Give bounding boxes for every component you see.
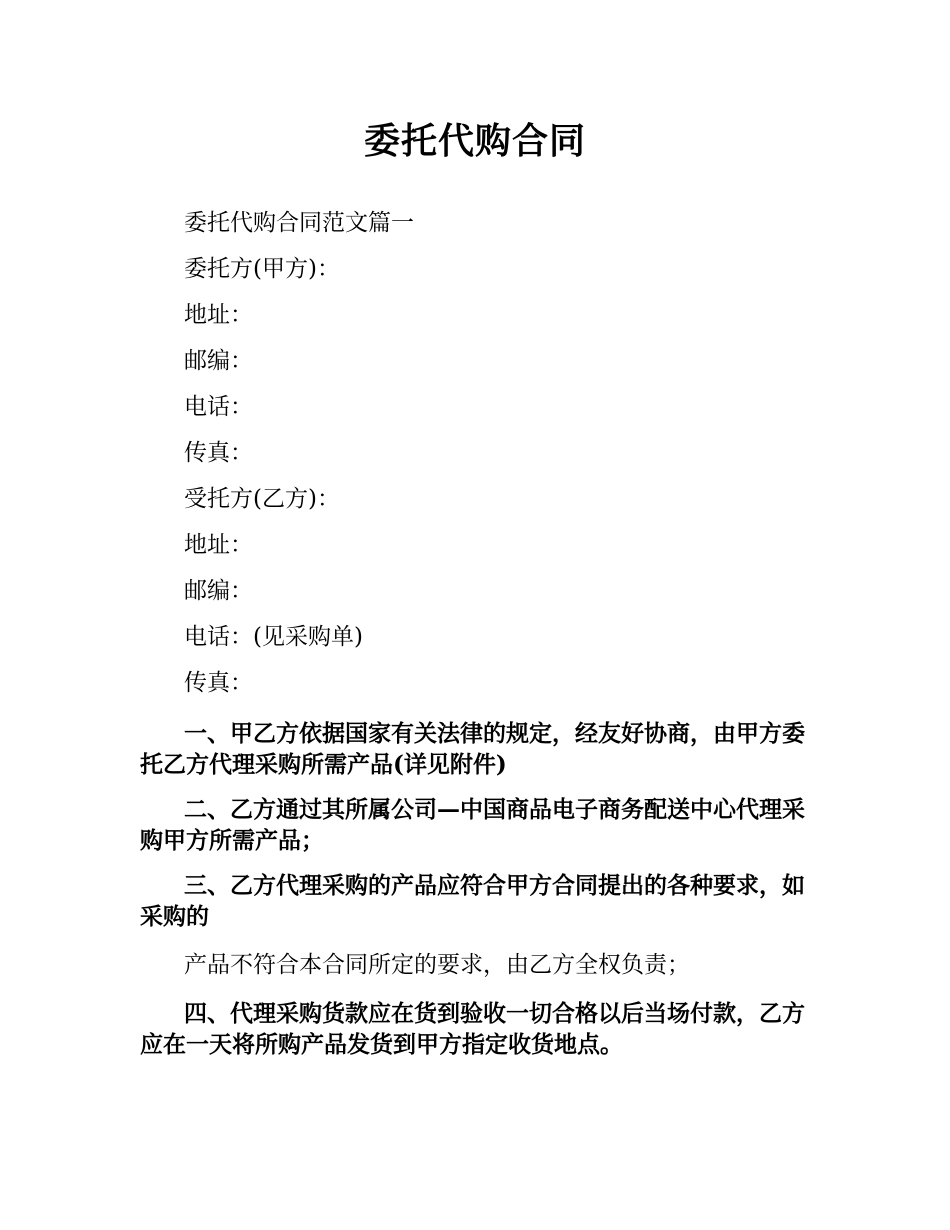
party-a-label: 委托方(甲方)： <box>184 256 340 282</box>
party-b-postcode: 邮编： <box>184 578 253 604</box>
party-a-phone: 电话： <box>184 394 253 420</box>
clause-1: 一、甲乙方依据国家有关法律的规定，经友好协商，由甲方委托乙方代理采购所需产品(详见附件) <box>140 720 805 778</box>
clause-3-continuation: 产品不符合本合同所定的要求，由乙方全权负责； <box>184 952 690 978</box>
document-title: 委托代购合同 <box>363 120 586 162</box>
party-b-address: 地址： <box>184 532 253 558</box>
clause-2: 二、乙方通过其所属公司—中国商品电子商务配送中心代理采购甲方所需产品； <box>140 796 805 854</box>
party-b-phone: 电话：(见采购单) <box>184 624 363 650</box>
subtitle-line: 委托代购合同范文篇一 <box>184 210 414 236</box>
party-a-address: 地址： <box>184 302 253 328</box>
clause-4: 四、代理采购货款应在货到验收一切合格以后当场付款，乙方应在一天将所购产品发货到甲方指定收货地点。 <box>140 1000 805 1058</box>
document-body <box>140 200 820 1064</box>
party-a-fax: 传真： <box>184 440 253 466</box>
party-b-label: 受托方(乙方)： <box>184 486 340 512</box>
clause-3: 三、乙方代理采购的产品应符合甲方合同提出的各种要求，如采购的 <box>140 872 805 930</box>
party-a-postcode: 邮编： <box>184 348 253 374</box>
party-b-fax: 传真： <box>184 670 253 696</box>
